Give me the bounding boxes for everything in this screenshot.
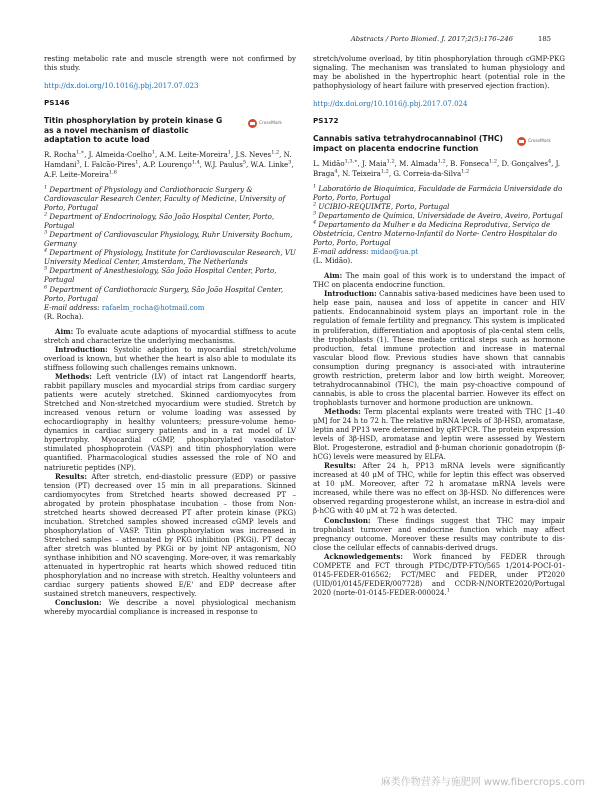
previous-abstract-ending: stretch/volume overload, by titin phosphorylation through cGMP-PKG signaling. The mechanism was translated to human physiology and may be abolished in the hypertrophic heart (potential role in the pathophysiology of heart failure with preserved ejection fraction).: [313, 54, 565, 91]
abstract-paragraph: Results: After 24 h, PP13 mRNA levels were significantly increased at 40 μM of THC, while for leptin this effect was observed at 10 μM. Moreover, after 72 h aromatase mRNA levels were increased, while there was no effect on 3β-HSD. No differences were observed regarding progesterone whilst, an increase in estra-diol and β-hCG with 40 μM at 72 h was detected.: [313, 461, 565, 516]
abstract-paragraph: Results: After stretch, end-diastolic pressure (EDP) or passive tension (PT) decreased over 15 min in all preparations. Skinned cardiomyocytes from Stretched hearts showed decreased PT – abrogated by protein phosphatase incubation – those from Non-stretched hearts showed decreased PT after protein kinase (PKG) incubation. Stretched samples showed increased cGMP levels and phosphorylation of VASP. Titin phosphorylation was increased in Stretched samples – attenuated by PKG inhibition (PKGi). PT decay after stretch was blunted by PKGi or by joint NP antagonism, NO synthase inhibition and NO scavenging. More-over, it was remarkably attenuated in hypertrophic rat hearts which showed reduced titin phosphorylation and no increase with stretch. Healthy volunteers and cardiac surgery patients showed E/E' and EDP decrease after sustained stretch maneuvers, respectively.: [44, 471, 296, 599]
abstract-body: [44, 327, 296, 617]
left-column: [44, 54, 296, 616]
email-label: E-mail address:: [313, 247, 371, 257]
affiliation-line: $^3$ Departamento de Química, Universidade de Aveiro, Aveiro, Portugal: [313, 210, 563, 220]
email-address[interactable]: rafaelm_rocha@hotmail.com: [101, 302, 205, 312]
abstract-paragraph: Aim: The main goal of this work is to understand the impact of THC on placenta endocrine function.: [313, 271, 565, 290]
abstract-paragraph: Aim: To evaluate acute adaptions of myocardial stiffness to acute stretch and characterize the underlying mechanisms.: [44, 326, 296, 345]
abstract-code: PS146: [44, 98, 70, 108]
affiliation-line: $^1$ Department of Physiology and Cardiothoracic Surgery & Cardiovascular Research Center, Faculty of Medicine, University of Porto, Portugal: [44, 184, 286, 212]
abstract-paragraph: Conclusion: These findings suggest that THC may impair trophoblast turnover and endocrine function which may affect pregnancy outcome. Moreover these results may contribute to dis-close the cellular effects of cannabis-derived drugs.: [313, 515, 565, 552]
crossmark-label: CrossMark: [528, 138, 551, 144]
previous-abstract-ending: resting metabolic rate and muscle strength were not confirmed by this study.: [44, 54, 296, 73]
affiliation-line: $^4$ Departamento da Mulher e da Medicina Reprodutiva, Serviço de Obstetrícia, Centro Materno-Infantil do Norte- Centro Hospitalar do Porto, Porto, Portugal: [313, 219, 558, 248]
email-address[interactable]: midao@ua.pt: [370, 247, 419, 257]
doi-link[interactable]: http://dx.doi.org/10.1016/j.pbj.2017.07.023: [44, 81, 199, 91]
right-column: [313, 54, 565, 597]
watermark: 麻类作物营养与施肥网 www.fibercrops.com: [380, 777, 585, 788]
author-list: R. Rocha$^{1,∗}$, J. Almeida-Coelho$^1$, A.M. Leite-Moreira$^1$, J.S. Neves$^{1,2}$, N. Hamdani$^3$, I. Falcão-Pires$^1$, A.P. Lourenço$^{1,4}$, W.J. Paulus$^5$, W.A. Linke$^3$, A.F. Leite-Moreira$^{1,6}$: [44, 150, 294, 179]
journal-citation: Abstracts / Porto Biomed. J. 2017;2(5):176–246: [350, 35, 513, 43]
abstract-paragraph: Introduction: Systolic adaption to myocardial stretch/volume overload is known, but whether the heart is also able to modulate its stiffness following such challenges remains unknown.: [44, 344, 296, 373]
abstract-paragraph: Methods: Left ventricle (LV) of intact rat Langendorff hearts, rabbit papillary muscles and myocardial strips from cardiac surgery patients were acutely stretched. Skinned cardiomyocytes from Stretched and Non-stretched myocardium were studied. Stretch by increased venous return or volume loading was assessed by echocardiography in healthy volunteers; pressure-volume hemo-dynamics in cardiac surgery patients and in a rat model of LV hypertrophy. Myocardial cGMP, phosphorylated vasodilator-stimulated phosphoprotein (VASP) and titin phosphorylation were quantified. Pharmacological studies assessed the role of NO and natriuretic peptides (NP).: [44, 372, 296, 472]
corresponding-author: (R. Rocha).: [44, 311, 84, 321]
page-number: 185: [538, 35, 551, 43]
abstract-body: [313, 271, 565, 597]
abstract-title: Cannabis sativa tetrahydrocannabinol (THC) impact on placenta endocrine function: [313, 134, 503, 153]
running-header: [44, 35, 551, 47]
affiliations: [313, 184, 565, 248]
abstract-code: PS172: [313, 116, 339, 126]
affiliations: [44, 185, 296, 303]
abstract-paragraph: Introduction: Cannabis sativa-based medicines have been used to help ease pain, nausea and loss of appetite in cancer and HIV patients. Endocannabinoid system plays an important role in the regulation of female fertility and pregnancy. This system is implicated in proliferation, differentiation and apoptosis of pla-cental stem cells, the trophoblasts (1). These mediate critical steps such as hormone production, fetal immune protection and increase in maternal vascular blood flow. Previous studies have shown that cannabis consumption during pregnancy is associ-ated with intrauterine growth restriction, preterm labor and low birth weight. Moreover, tetrahydrocannabinol (THC), the main psy-choactive compound of cannabis, is able to cross the placental barrier. However its effect on trophoblasts turnover and hormone production are unknown.: [313, 289, 565, 407]
email-label: E-mail address:: [44, 302, 102, 312]
crossmark-badge[interactable]: [248, 117, 288, 129]
author-list: L. Midão$^{1,3,∗}$, J. Maia$^{1,2}$, M. Almada$^{1,2}$, B. Fonseca$^{1,2}$, D. Gonçalves$^4$, J. Braga$^4$, N. Teixeira$^{1,2}$, G. Correia-da-Silva$^{1,2}$: [313, 158, 561, 178]
affiliation-line: $^4$ Department of Physiology, Institute for Cardiovascular Research, VU University Medical Center, Amsterdam, The Netherlands: [44, 247, 296, 267]
corresponding-author: (L. Midão).: [313, 256, 353, 266]
affiliation-line: $^2$ Department of Endocrinology, São João Hospital Center, Porto, Portugal: [44, 211, 275, 230]
affiliation-line: $^5$ Department of Anesthesiology, São João Hospital Center, Porto, Portugal: [44, 266, 277, 285]
crossmark-badge[interactable]: [517, 135, 557, 147]
crossmark-label: CrossMark: [259, 120, 282, 126]
doi-link[interactable]: http://dx.doi.org/10.1016/j.pbj.2017.07.024: [313, 99, 468, 109]
affiliation-line: $^6$ Department of Cardiothoracic Surgery, São João Hospital Center, Porto, Portugal: [44, 284, 284, 303]
crossmark-icon: [517, 137, 526, 146]
affiliation-line: $^3$ Department of Cardiovascular Physiology, Ruhr University Bochum, Germany: [44, 229, 293, 249]
email-line: [313, 247, 565, 256]
affiliation-line: $^2$ UCIBIO-REQUIMTE, Porto, Portugal: [313, 201, 450, 211]
affiliation-line: $^1$ Laboratório de Bioquímica, Faculdade de Farmácia Universidade do Porto, Porto, Portugal: [313, 183, 563, 202]
email-line: [44, 303, 296, 312]
abstract-paragraph: Conclusion: We describe a novel physiological mechanism whereby myocardial compliance is increased in response to: [44, 598, 296, 617]
crossmark-icon: [248, 119, 257, 128]
abstract-title: Titin phosphorylation by protein kinase G as a novel mechanism of diastolic adaptation to acute load: [44, 116, 223, 144]
abstract-paragraph: Acknowledgements: Work financed by FEDER through COMPETE and FCT through PTDC/DTP-FTO/565 1/2014-POCI-01-0145-FEDER-016562; FCT/MEC and FEDER, under PT2020 (UID/01/0145/FEDER/007728) and CCDR-N/NORTE2020/Portugal 2020 (norte-01-0145-FEDER-000024.$^1$: [313, 551, 565, 597]
abstract-paragraph: Methods: Term placental explants were treated with THC [1–40 μM] for 24 h to 72 h. The relative mRNA levels of 3β-HSD, aromatase, leptin and PP13 were determined by qRT-PCR. The protein expression levels of 3β-HSD, aromatase and leptin were assessed by Western Blot. Progesterone, estradiol and β-human chorionic gonadotropin (β-hCG) levels were measured by ELFA.: [313, 406, 565, 462]
